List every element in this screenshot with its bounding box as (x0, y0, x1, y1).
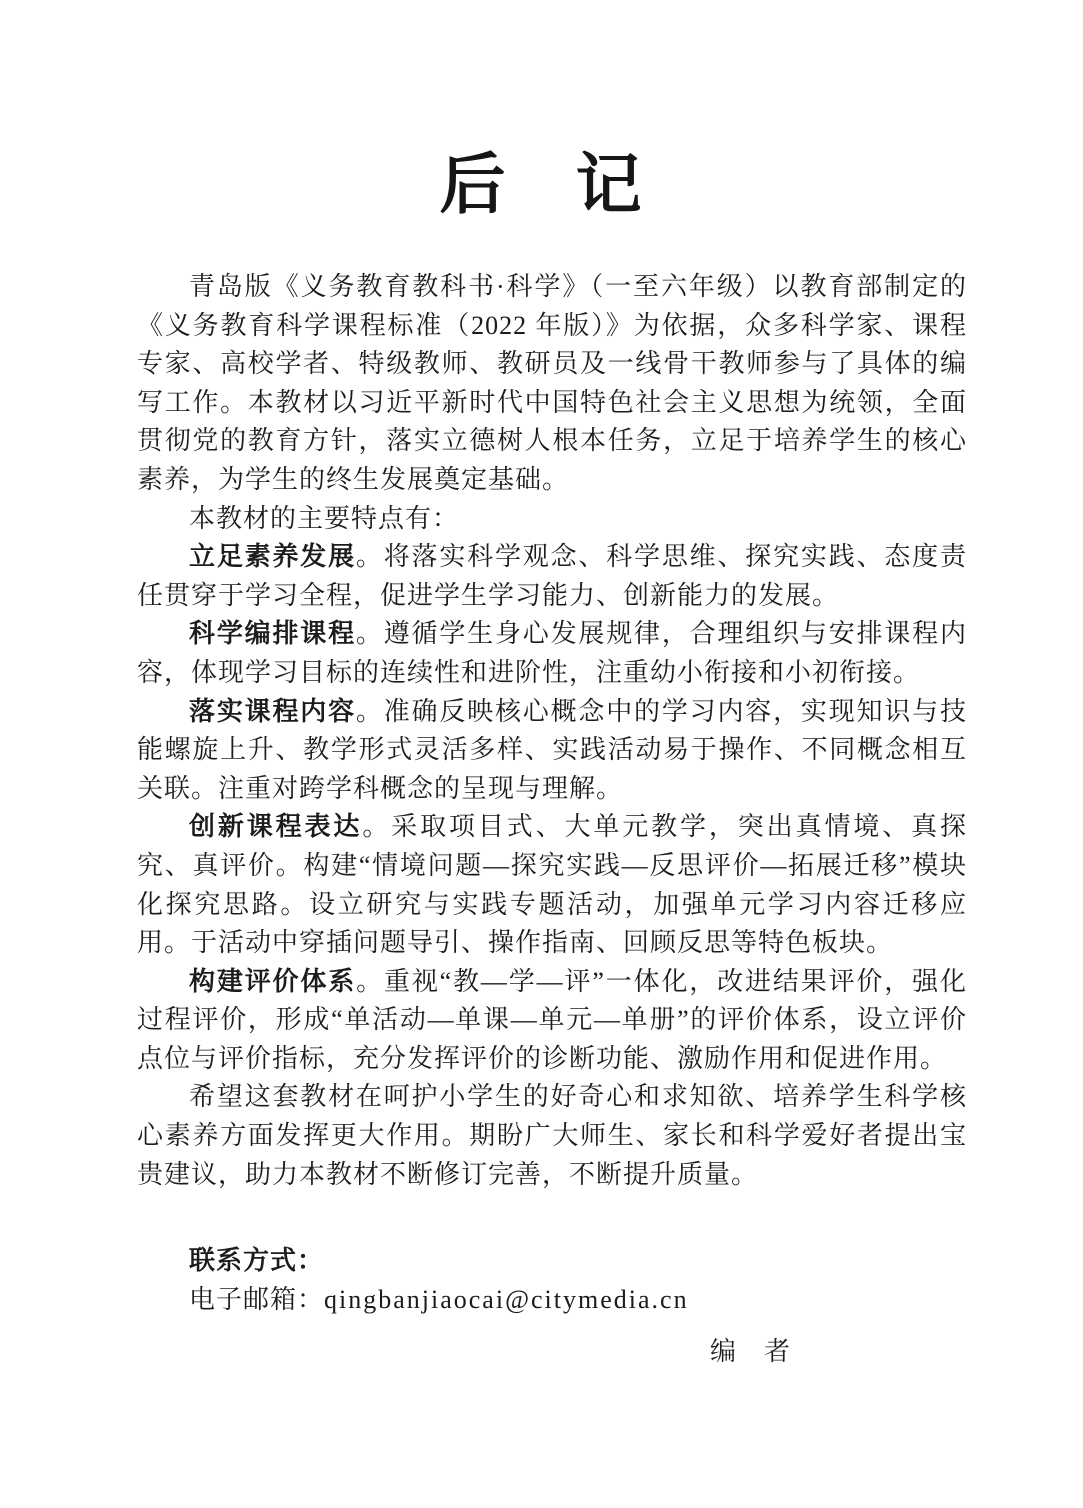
contact-email-line (137, 1281, 967, 1320)
paragraph-text: 。将落实科学观念、科学思维、探究实践、态度责任贯穿于学习全程，促进学生学习能力、创新能力的发展。 (137, 542, 967, 610)
email-label: 电子邮箱： (189, 1284, 325, 1314)
paragraph-text: 。准确反映核心概念中的学习内容，实现知识与技能螺旋上升、教学形式灵活多样、实践活动易于操作、不同概念相互关联。注重对跨学科概念的呈现与理解。 (137, 696, 967, 803)
page-title: 后 记 (439, 149, 644, 222)
paragraph-text: 希望这套教材在呵护小学生的好奇心和求知欲、培养学生科学核心素养方面发挥更大作用。期盼广大师生、家长和科学爱好者提出宝贵建议，助力本教材不断修订完善，不断提升质量。 (137, 1082, 967, 1189)
body-text (137, 268, 967, 1372)
editor-signature: 编 者 (709, 1337, 791, 1367)
paragraph-text: 。遵循学生身心发展规律，合理组织与安排课程内容，体现学习目标的连续性和进阶性，注重幼小衔接和小初衔接。 (137, 619, 967, 687)
paragraph-closing (137, 1078, 967, 1194)
paragraph-features-heading (137, 500, 967, 539)
paragraph-lead: 科学编排课程 (189, 619, 356, 649)
paragraph-feature-4 (137, 808, 967, 962)
paragraph-text: 青岛版《义务教育教科书·科学》（一至六年级）以教育部制定的《义务教育科学课程标准（2022 年版）》为依据，众多科学家、课程专家、高校学者、特级教师、教研员及一线骨干教师参与了具体的编写工作。本教材以习近平新时代中国特色社会主义思想为统领，全面贯彻党的教育方针，落实立德树人根本任务，立足于培养学生的核心素养，为学生的终生发展奠定基础。 (137, 272, 967, 494)
paragraph-feature-2 (137, 615, 967, 692)
paragraph-lead: 构建评价体系 (189, 966, 357, 996)
paragraph-lead: 立足素养发展 (189, 542, 356, 572)
paragraph-feature-5 (137, 963, 967, 1079)
contact-section (137, 1242, 967, 1319)
paragraph-text: 。重视“教—学—评”一体化，改进结果评价，强化过程评价，形成“单活动—单课—单元—单册”的评价体系，设立评价点位与评价指标，充分发挥评价的诊断功能、激励作用和促进作用。 (137, 966, 967, 1073)
email-address: qingbanjiaocai@citymedia.cn (324, 1284, 689, 1314)
paragraph-feature-1 (137, 538, 967, 615)
paragraph-feature-3 (137, 693, 967, 809)
paragraph-text: 。采取项目式、大单元教学，突出真情境、真探究、真评价。构建“情境问题—探究实践—反思评价—拓展迁移”模块化探究思路。设立研究与实践专题活动，加强单元学习内容迁移应用。于活动中穿插问题导引、操作指南、回顾反思等特色板块。 (137, 812, 967, 958)
paragraph-text: 本教材的主要特点有： (189, 503, 460, 533)
paragraph-intro (137, 268, 967, 500)
paragraph-lead: 创新课程表达 (189, 812, 363, 842)
paragraph-lead: 落实课程内容 (189, 696, 356, 726)
contact-heading: 联系方式： (189, 1246, 325, 1276)
